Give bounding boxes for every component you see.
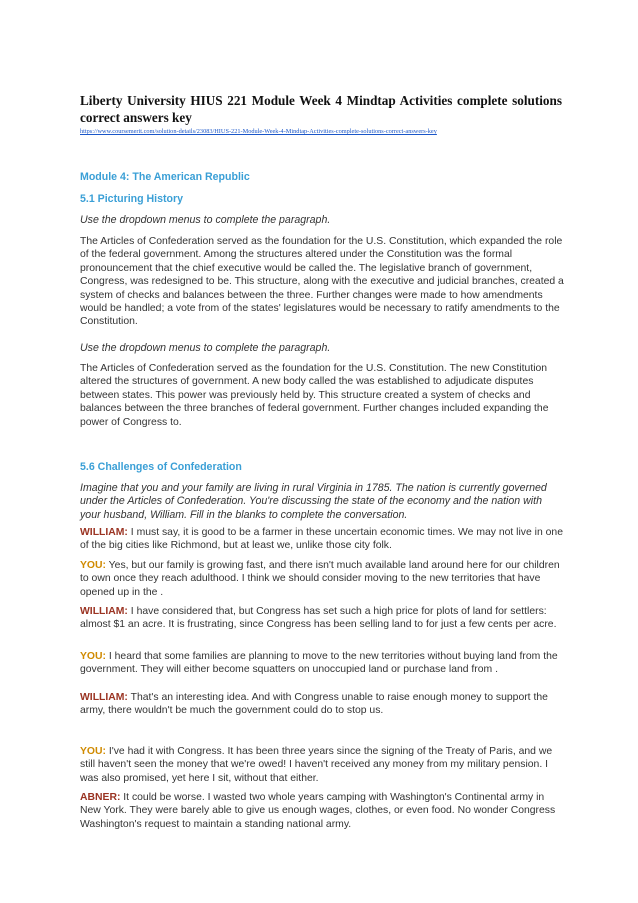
- instruction-block-3: [80, 482, 564, 522]
- dialogue-text: [80, 691, 564, 718]
- module-heading-block: [80, 170, 564, 184]
- instruction-3: Imagine that you and your family are living in rural Virginia in 1785. The nation is currently governed under the Articles of Confederation. You're discussing the state of the economy and the nation with your husband, William. Fill in the blanks to complete the conversation.: [80, 482, 547, 521]
- dialogue-line-text: I heard that some families are planning to move to the new territories without buying land from the government. They will either become squatters on unoccupied land or purchase land from .: [80, 651, 558, 676]
- dialogue-line-3: [80, 650, 564, 677]
- dialogue-text: [80, 559, 564, 599]
- source-link[interactable]: https://www.coursemerit.com/solution-details/23083/HIUS-221-Module-Week-4-Mindtap-Activities-complete-solutions-correct-answers-key: [80, 128, 437, 135]
- dialogue-line-text: I must say, it is good to be a farmer in these uncertain economic times. We may not live in one of the big cities like Richmond, but at least we, unlike those city folk.: [80, 527, 563, 552]
- dialogue-text: [80, 526, 564, 553]
- speaker-label: WILLIAM:: [80, 606, 128, 617]
- dialogue-text: [80, 605, 564, 632]
- dialogue-line-1: [80, 559, 564, 599]
- dialogue-line-text: I have considered that, but Congress has set such a high price for plots of land for settlers: almost $1 an acre. It is frustrating, since Congress has been selling land to for just a few cents per acre.: [80, 606, 557, 631]
- dialogue-line-text: It could be worse. I wasted two whole years camping with Washington's Continental army in New York. They were barely able to give us enough wages, clothes, or even food. No wonder Congress Washington's request to maintain a standing national army.: [80, 792, 556, 830]
- speaker-label: YOU:: [80, 651, 106, 662]
- dialogue-line-0: [80, 526, 564, 553]
- dialogue-line-4: [80, 691, 564, 718]
- dialogue-text: [80, 650, 564, 677]
- dialogue-line-text: Yes, but our family is growing fast, and there isn't much available land around here for our children to own once they reach adulthood. I think we should consider moving to the new territories that have opened up in the .: [80, 560, 560, 598]
- section-heading-challenges: 5.6 Challenges of Confederation: [80, 461, 242, 473]
- section-heading-block: [80, 192, 564, 206]
- dialogue-text: [80, 791, 564, 831]
- speaker-label: ABNER:: [80, 792, 121, 803]
- speaker-label: YOU:: [80, 746, 106, 757]
- dialogue-line-text: I've had it with Congress. It has been three years since the signing of the Treaty of Paris, and we still haven't seen the money that we're owed! I haven't received any money from my military pension. I was also promised, yet here I sit, without that either.: [80, 746, 553, 784]
- instruction-block-2: [80, 342, 564, 355]
- dialogue-line-2: [80, 605, 564, 632]
- instruction-1: Use the dropdown menus to complete the paragraph.: [80, 214, 331, 226]
- dialogue-line-6: [80, 791, 564, 831]
- paragraph-block-2: [80, 362, 564, 429]
- paragraph-2: The Articles of Confederation served as the foundation for the U.S. Constitution. The new Constitution altered the structures of government. A new body called the was established to adjudicate disputes between states. This power was previously held by. This structure created a system of checks and balances between the three branches of federal government. Further changes included expanding the power of Congress to.: [80, 363, 549, 428]
- section-heading-picturing-history: 5.1 Picturing History: [80, 193, 184, 205]
- dialogue-line-5: [80, 745, 564, 785]
- paragraph-1: The Articles of Confederation served as the foundation for the U.S. Constitution, which expanded the role of the federal government. Among the structures altered under the Constitution was the formal pronouncement that the chief executive would be called the. The legislative branch of government, Congress, was redesigned to be. This structure, along with the executive and judicial branches, created a system of checks and balances between the three. Further changes were made to how amendments would be handled; a vote from of the states' legislatures would be necessary to ratify amendments to the Constitution.: [80, 236, 564, 328]
- speaker-label: YOU:: [80, 560, 106, 571]
- section-heading-block-2: [80, 460, 564, 474]
- document-title: Liberty University HIUS 221 Module Week 4 Mindtap Activities complete solutions correct answers key: [80, 93, 562, 125]
- speaker-label: WILLIAM:: [80, 692, 128, 703]
- module-heading: Module 4: The American Republic: [80, 171, 250, 183]
- speaker-label: WILLIAM:: [80, 527, 128, 538]
- instruction-2: Use the dropdown menus to complete the paragraph.: [80, 342, 331, 354]
- dialogue-line-text: That's an interesting idea. And with Congress unable to raise enough money to support the army, there wouldn't be much the government could do to stop us.: [80, 692, 548, 717]
- dialogue-text: [80, 745, 564, 785]
- instruction-block-1: [80, 214, 564, 227]
- paragraph-block-1: [80, 235, 564, 329]
